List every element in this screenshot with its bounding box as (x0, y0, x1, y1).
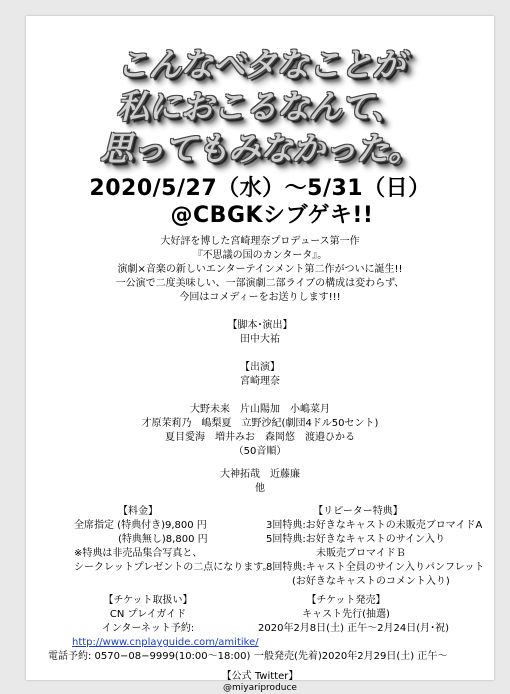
ticket-handling-label: 【チケット取扱い】 (103, 595, 193, 606)
cast-line: 大神拓哉 近藤廉 (220, 469, 300, 480)
ticket-sale-line: キャスト先行(抽選) (302, 609, 390, 620)
price-line: 全席指定 (特典付き)9,800 円 (74, 520, 207, 531)
cast-line: 才原茉莉乃 嶋梨夏 立野沙紀(劇団4ドル50セント) (141, 418, 379, 429)
intro-line: 大好評を博した宮崎理奈プロデュース第一作 (160, 236, 360, 247)
ticket-phone: 電話予約: 0570−08−9999(10:00〜18:00) (48, 651, 251, 662)
repeater-line: 8回特典:キャスト全員のサイン入りパンフレット (266, 562, 485, 573)
intro-line: 一公演で二度美味しい、一部演劇二部ライブの構成は変わらず、 (115, 278, 405, 289)
headline-line-1: こんなベタなことが (116, 45, 404, 84)
repeater-label: 【リピーター特典】 (313, 506, 403, 517)
repeater-line: 5回特典:お好きなキャストのサイン入り (266, 534, 446, 545)
price-note: シークレットプレゼントの二点になります。 (74, 562, 273, 573)
cast-line: 夏目愛海 増井みお 森岡悠 渡邉ひかる (165, 432, 355, 443)
cast-label: 【出演】 (240, 362, 280, 373)
repeater-line: (お好きなキャストのコメント入り) (292, 576, 450, 587)
repeater-line: 3回特典:お好きなキャストの未販売ブロマイドA (266, 520, 483, 531)
script-director-label: 【脚本･演出】 (227, 320, 293, 331)
cast-note: （50音順） (233, 446, 287, 457)
ticket-handling-line: インターネット予約: (101, 623, 195, 634)
price-line: (特典無し)8,800 円 (118, 534, 208, 545)
ticket-handling-line: CN プレイガイド (109, 609, 187, 620)
ticket-sale-line: 2020年2月8日(土) 正午〜2月24日(月･祝) (258, 623, 450, 634)
twitter-label: 【公式 Twitter】 (221, 671, 299, 682)
ticket-sale-line: 一般発売(先着)2020年2月29日(土) 正午〜 (254, 651, 448, 662)
ticket-url-link[interactable]: http://www.cnplayguide.com/amitike/ (72, 637, 259, 648)
price-label: 【料金】 (118, 506, 158, 517)
twitter-handle: @miyariproduce (223, 683, 297, 693)
price-note: ※特典は非売品集合写真と、 (74, 548, 203, 559)
script-director-name: 田中大祐 (240, 334, 280, 345)
event-venue: @CBGKシブゲキ!! (170, 203, 374, 228)
repeater-line: 未販売ブロマイドＢ (316, 548, 406, 559)
intro-line: 今回はコメディーをお送りします!!! (179, 292, 341, 303)
intro-line: 『不思議の国のカンタータ』。 (192, 250, 328, 261)
intro-line: 演劇×音楽の新しいエンターテインメント第二作がついに誕生!! (117, 264, 403, 275)
cast-etc: 他 (255, 483, 265, 494)
lead-cast: 宮崎理奈 (240, 376, 280, 387)
cast-line: 大野未来 片山陽加 小嶋菜月 (190, 404, 330, 415)
event-date: 2020/5/27（水）〜5/31（日） (89, 176, 431, 201)
headline-line-2: 私におこるなんて、 (116, 87, 404, 126)
ticket-sale-label: 【チケット発売】 (306, 595, 386, 606)
headline-line-3: 思ってもみなかった。 (100, 129, 420, 168)
flyer-page (26, 16, 494, 693)
